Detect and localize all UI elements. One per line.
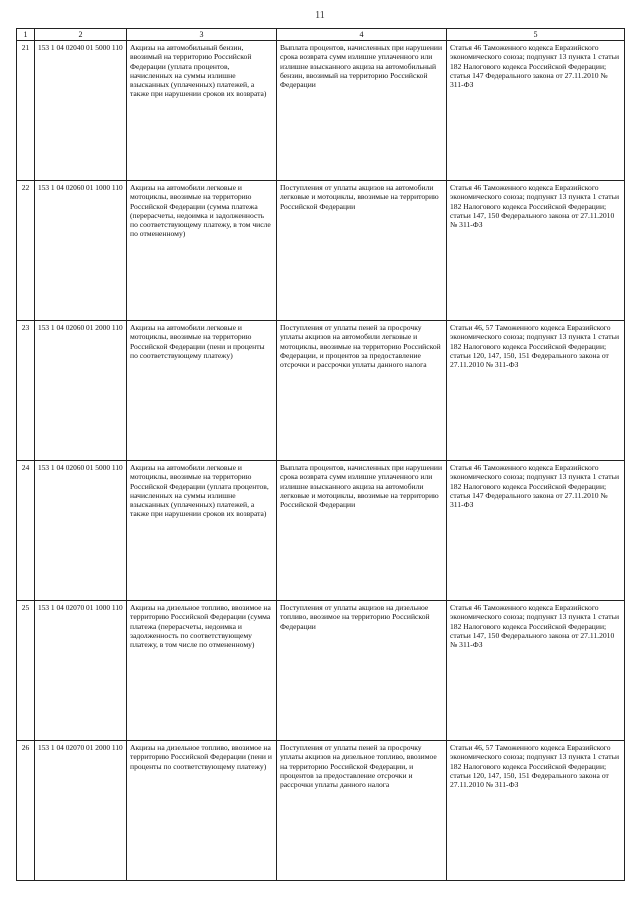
column-header: 2	[35, 29, 127, 41]
income-name: Акцизы на дизельное топливо, ввозимое на территорию Российской Федерации (пени и проценты по соответствующему платежу)	[127, 741, 277, 881]
row-number: 26	[17, 741, 35, 881]
legal-basis: Статьи 46, 57 Таможенного кодекса Евразийского экономического союза; подпункт 13 пункта 1 статьи 182 Налогового кодекса Российской Федерации; статьи 120, 147, 150, 151 Федерального закона от 27.11.2010 № 311-ФЗ	[447, 741, 625, 881]
page-number: 11	[315, 10, 325, 21]
table-row	[17, 41, 625, 181]
row-number: 24	[17, 461, 35, 601]
income-description: Поступления от уплаты акцизов на дизельное топливо, ввозимое на территорию Российской Федерации	[277, 601, 447, 741]
legal-basis: Статья 46 Таможенного кодекса Евразийского экономического союза; подпункт 13 пункта 1 статьи 182 Налогового кодекса Российской Федерации; статья 147 Федерального закона от 27.11.2010 № 311-ФЗ	[447, 41, 625, 181]
row-number: 21	[17, 41, 35, 181]
budget-code: 153 1 04 02060 01 1000 110	[35, 181, 127, 321]
table-row	[17, 321, 625, 461]
row-number: 22	[17, 181, 35, 321]
table-row	[17, 741, 625, 881]
budget-code: 153 1 04 02070 01 1000 110	[35, 601, 127, 741]
income-name: Акцизы на автомобили легковые и мотоциклы, ввозимые на территорию Российской Федерации (уплата процентов, начисленных на суммы излишне взысканных (уплаченных) платежей, а также при нарушении сроков их возврата)	[127, 461, 277, 601]
column-header: 4	[277, 29, 447, 41]
income-description: Поступления от уплаты пеней за просрочку уплаты акцизов на автомобили легковые и мотоциклы, ввозимые на территорию Российской Федерации, и процентов за предоставление отсрочки и рассрочки уплаты данного налога	[277, 321, 447, 461]
legal-basis: Статья 46 Таможенного кодекса Евразийского экономического союза; подпункт 13 пункта 1 статьи 182 Налогового кодекса Российской Федерации; статьи 147, 150 Федерального закона от 27.11.2010 № 311-ФЗ	[447, 601, 625, 741]
income-name: Акцизы на дизельное топливо, ввозимое на территорию Российской Федерации (сумма платежа (перерасчеты, недоимка и задолженность по соответствующему платежу, в том числе по отмененному)	[127, 601, 277, 741]
row-number: 23	[17, 321, 35, 461]
column-header: 3	[127, 29, 277, 41]
income-name: Акцизы на автомобильный бензин, ввозимый на территорию Российской Федерации (уплата процентов, начисленных на суммы излишне взысканных (уплаченных) платежей, а также при нарушении сроков их возврата)	[127, 41, 277, 181]
column-header: 5	[447, 29, 625, 41]
budget-code: 153 1 04 02070 01 2000 110	[35, 741, 127, 881]
income-name: Акцизы на автомобили легковые и мотоциклы, ввозимые на территорию Российской Федерации (сумма платежа (перерасчеты, недоимка и задолженность по соответствующему платежу, в том числе по отмененному)	[127, 181, 277, 321]
header-row	[17, 29, 625, 41]
income-description: Поступления от уплаты акцизов на автомобили легковые и мотоциклы, ввозимые на территорию Российской Федерации	[277, 181, 447, 321]
row-number: 25	[17, 601, 35, 741]
income-name: Акцизы на автомобили легковые и мотоциклы, ввозимые на территорию Российской Федерации (пени и проценты по соответствующему платежу)	[127, 321, 277, 461]
income-description: Поступления от уплаты пеней за просрочку уплаты акцизов на дизельное топливо, ввозимое на территорию Российской Федерации, и процентов за предоставление отсрочки и рассрочки уплаты данного налога	[277, 741, 447, 881]
income-description: Выплата процентов, начисленных при нарушении срока возврата сумм излишне уплаченного или излишне взысканного акциза на автомобильный бензин, ввозимый на территорию Российской Федерации	[277, 41, 447, 181]
table-row	[17, 601, 625, 741]
legal-basis: Статья 46 Таможенного кодекса Евразийского экономического союза; подпункт 13 пункта 1 статьи 182 Налогового кодекса Российской Федерации; статьи 147, 150 Федерального закона от 27.11.2010 № 311-ФЗ	[447, 181, 625, 321]
legal-basis: Статьи 46, 57 Таможенного кодекса Евразийского экономического союза; подпункт 13 пункта 1 статьи 182 Налогового кодекса Российской Федерации; статьи 120, 147, 150, 151 Федерального закона от 27.11.2010 № 311-ФЗ	[447, 321, 625, 461]
income-description: Выплата процентов, начисленных при нарушении срока возврата сумм излишне уплаченного или излишне взысканного акциза на автомобили легковые и мотоциклы, ввозимые на территорию Российской Федерации	[277, 461, 447, 601]
legal-basis: Статья 46 Таможенного кодекса Евразийского экономического союза; подпункт 13 пункта 1 статьи 182 Налогового кодекса Российской Федерации; статья 147 Федерального закона от 27.11.2010 № 311-ФЗ	[447, 461, 625, 601]
column-header: 1	[17, 29, 35, 41]
budget-code: 153 1 04 02060 01 2000 110	[35, 321, 127, 461]
table-row	[17, 461, 625, 601]
table-row	[17, 181, 625, 321]
document-table	[16, 28, 625, 881]
budget-code: 153 1 04 02060 01 5000 110	[35, 461, 127, 601]
budget-code: 153 1 04 02040 01 5000 110	[35, 41, 127, 181]
